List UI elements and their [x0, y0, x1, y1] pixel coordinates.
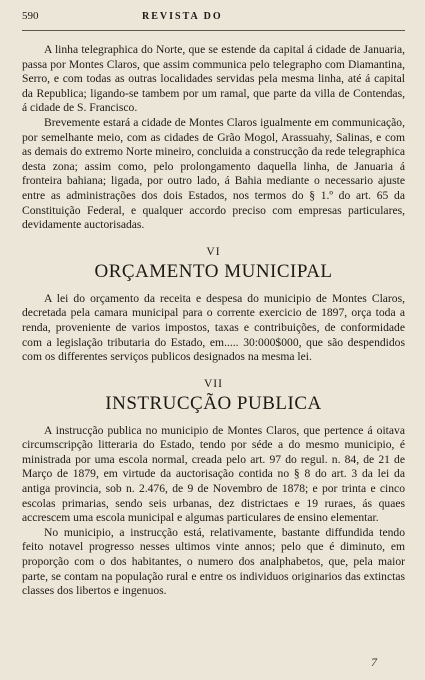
running-title: REVISTA DO	[142, 11, 223, 22]
margin-mark: 7	[371, 655, 377, 669]
paragraph-orcamento: A lei do orçamento da receita e despesa do municipio de Montes Claros, decretada pela camara municipal para o corrente exercicio de 1897, orça toda a renda, proveniente de varios impostos, taxas e contribuições, de conformidade com a legislação tributaria do Estado, em..... 30:000$000, que são despendidos com os differentes serviços publicos designados na mesma lei.	[22, 291, 405, 364]
paragraph-telegraph-future: Brevemente estará a cidade de Montes Claros igualmente em communicação, por semelhante meio, com as cidades de Grão Mogol, Arassuahy, Salinas, e com as demais do extremo Norte mineiro, concluida a construcção da rede telegraphica desta zona; assim como, pelo prolongamento daquella linha, de Januaria á fronteira bahiana; ligada, por outro lado, á Bahia mediante o necessario ajuste entre as administrações dos dois Estados, nos termos do § 1.º do art. 65 da Constituição Federal, e qualquer accordo preciso com empresas particulares, devidamente auctorisadas.	[22, 115, 405, 232]
paragraph-instruccao-schools: A instrucção publica no municipio de Montes Claros, que pertence á oitava circumscripção litteraria do Estado, tendo por séde a do mesmo municipio, é ministrada por uma escola normal, creada pelo art. 97 do regul. n. 84, de 21 de Março de 1879, em virtude da auctorisação contida no § 8 do art. 3 da lei da antiga provincia, sob n. 2.476, de 9 de Novembro de 1878; e por trinta e cinco escolas primarias, sendo seis urbanas, dez districtaes e 19 ruraes, ás quaes accrescem uma escola municipal e algumas particulares de ensino elementar.	[22, 423, 405, 525]
page-header	[22, 10, 405, 31]
section-title-orcamento: ORÇAMENTO MUNICIPAL	[94, 260, 333, 282]
page-number: 590	[22, 10, 39, 22]
paragraph-telegraph-line: A linha telegraphica do Norte, que se estende da capital á cidade de Januaria, passa por Montes Claros, que assim communica pelo telegrapho com Diamantina, Serro, e com todas as outras localidades servidas pela mesma linha, até á capital da Republica; ligando-se tambem por um ramal, que parte da villa de Contendas, á cidade de S. Francisco.	[22, 43, 405, 115]
section-number-vi: VI	[206, 244, 221, 258]
section-title-instruccao: INSTRUCÇÃO PUBLICA	[105, 392, 322, 414]
section-number-vii: VII	[203, 376, 224, 390]
page-body	[22, 43, 405, 599]
paragraph-instruccao-progress: No municipio, a instrucção está, relativamente, bastante diffundida tendo feito notavel progresso nesses ultimos vinte annos; pelo que é diminuto, em proporção com o dos habitantes, o numero dos analphabetos, que, pela maior parte, se contam na população rural e entre os individuos originarios das extinctas classes dos libertos e ingenuos.	[22, 525, 405, 598]
